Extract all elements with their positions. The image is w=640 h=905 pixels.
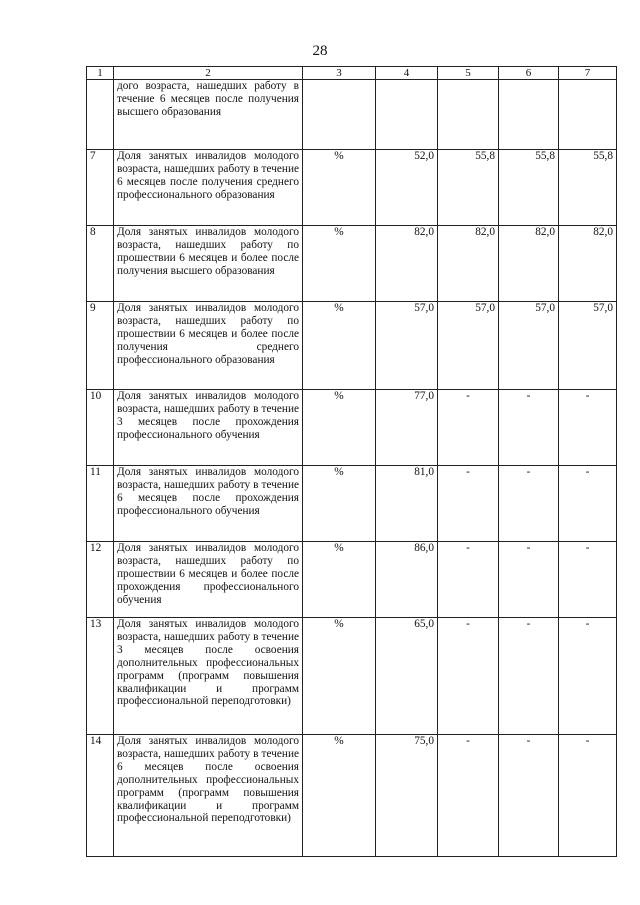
- value-cell: [499, 80, 559, 150]
- value-cell: 57,0: [499, 302, 559, 390]
- value-cell: 55,8: [559, 150, 617, 226]
- value-cell: 52,0: [376, 150, 438, 226]
- header-row: [87, 67, 617, 80]
- value-cell: 82,0: [376, 226, 438, 302]
- value-cell: -: [559, 618, 617, 735]
- value-cell: -: [559, 735, 617, 857]
- table-row: [87, 542, 617, 618]
- row-number: 8: [87, 226, 114, 302]
- table-row: [87, 466, 617, 542]
- value-cell: [438, 80, 499, 150]
- value-cell: 86,0: [376, 542, 438, 618]
- value-cell: [376, 80, 438, 150]
- unit-cell: %: [303, 618, 376, 735]
- unit-cell: [303, 80, 376, 150]
- value-cell: 57,0: [376, 302, 438, 390]
- header-cell: 2: [114, 67, 303, 80]
- unit-cell: %: [303, 150, 376, 226]
- table-row: [87, 226, 617, 302]
- value-cell: -: [559, 466, 617, 542]
- row-number: [87, 80, 114, 150]
- header-cell: 1: [87, 67, 114, 80]
- header-cell: 5: [438, 67, 499, 80]
- header-cell: 7: [559, 67, 617, 80]
- unit-cell: %: [303, 390, 376, 466]
- unit-cell: %: [303, 735, 376, 857]
- unit-cell: %: [303, 466, 376, 542]
- indicator-text: Доля занятых инвалидов молодого возраста, нашедших работу в течение 6 месяцев после прохождения профессионального обучения: [114, 466, 303, 542]
- value-cell: 75,0: [376, 735, 438, 857]
- header-cell: 4: [376, 67, 438, 80]
- value-cell: 65,0: [376, 618, 438, 735]
- row-number: 9: [87, 302, 114, 390]
- value-cell: 55,8: [438, 150, 499, 226]
- unit-cell: %: [303, 542, 376, 618]
- unit-cell: %: [303, 302, 376, 390]
- table-row: [87, 80, 617, 150]
- table-row: [87, 150, 617, 226]
- value-cell: 82,0: [559, 226, 617, 302]
- value-cell: -: [438, 542, 499, 618]
- row-number: 12: [87, 542, 114, 618]
- value-cell: 82,0: [438, 226, 499, 302]
- value-cell: -: [438, 390, 499, 466]
- value-cell: -: [559, 390, 617, 466]
- indicator-text: Доля занятых инвалидов молодого возраста, нашедших работу в течение 6 месяцев после освоения дополнительных профессиональных программ (программ повышения квалификации и программ профессиональной переподготовки): [114, 735, 303, 857]
- value-cell: -: [499, 466, 559, 542]
- value-cell: 57,0: [438, 302, 499, 390]
- indicator-text: дого возраста, нашедших работу в течение 6 месяцев после получения высшего образования: [114, 80, 303, 150]
- row-number: 13: [87, 618, 114, 735]
- table-row: [87, 735, 617, 857]
- value-cell: -: [438, 618, 499, 735]
- value-cell: 57,0: [559, 302, 617, 390]
- value-cell: -: [499, 618, 559, 735]
- value-cell: 82,0: [499, 226, 559, 302]
- table-row: [87, 302, 617, 390]
- value-cell: -: [438, 466, 499, 542]
- indicator-text: Доля занятых инвалидов молодого возраста, нашедших работу в течение 6 месяцев после получения среднего профессионального образования: [114, 150, 303, 226]
- page-number: 28: [312, 43, 328, 59]
- value-cell: -: [438, 735, 499, 857]
- value-cell: 77,0: [376, 390, 438, 466]
- indicator-text: Доля занятых инвалидов молодого возраста, нашедших работу по прошествии 6 месяцев и более после прохождения профессионального обучения: [114, 542, 303, 618]
- indicator-text: Доля занятых инвалидов молодого возраста, нашедших работу в течение 3 месяцев после прохождения профессионального обучения: [114, 390, 303, 466]
- indicators-table: [86, 66, 617, 857]
- table-row: [87, 390, 617, 466]
- value-cell: 55,8: [499, 150, 559, 226]
- value-cell: -: [499, 542, 559, 618]
- indicator-text: Доля занятых инвалидов молодого возраста, нашедших работу по прошествии 6 месяцев и более после получения высшего образования: [114, 226, 303, 302]
- value-cell: -: [559, 542, 617, 618]
- table-row: [87, 618, 617, 735]
- value-cell: [559, 80, 617, 150]
- row-number: 10: [87, 390, 114, 466]
- row-number: 7: [87, 150, 114, 226]
- value-cell: 81,0: [376, 466, 438, 542]
- header-cell: 6: [499, 67, 559, 80]
- indicator-text: Доля занятых инвалидов молодого возраста, нашедших работу в течение 3 месяцев после освоения дополнительных профессиональных программ (программ повышения квалификации и программ профессиональной переподготовки): [114, 618, 303, 735]
- header-cell: 3: [303, 67, 376, 80]
- value-cell: -: [499, 390, 559, 466]
- row-number: 14: [87, 735, 114, 857]
- row-number: 11: [87, 466, 114, 542]
- unit-cell: %: [303, 226, 376, 302]
- value-cell: -: [499, 735, 559, 857]
- indicator-text: Доля занятых инвалидов молодого возраста, нашедших работу по прошествии 6 месяцев и более после получения среднего профессионального образования: [114, 302, 303, 390]
